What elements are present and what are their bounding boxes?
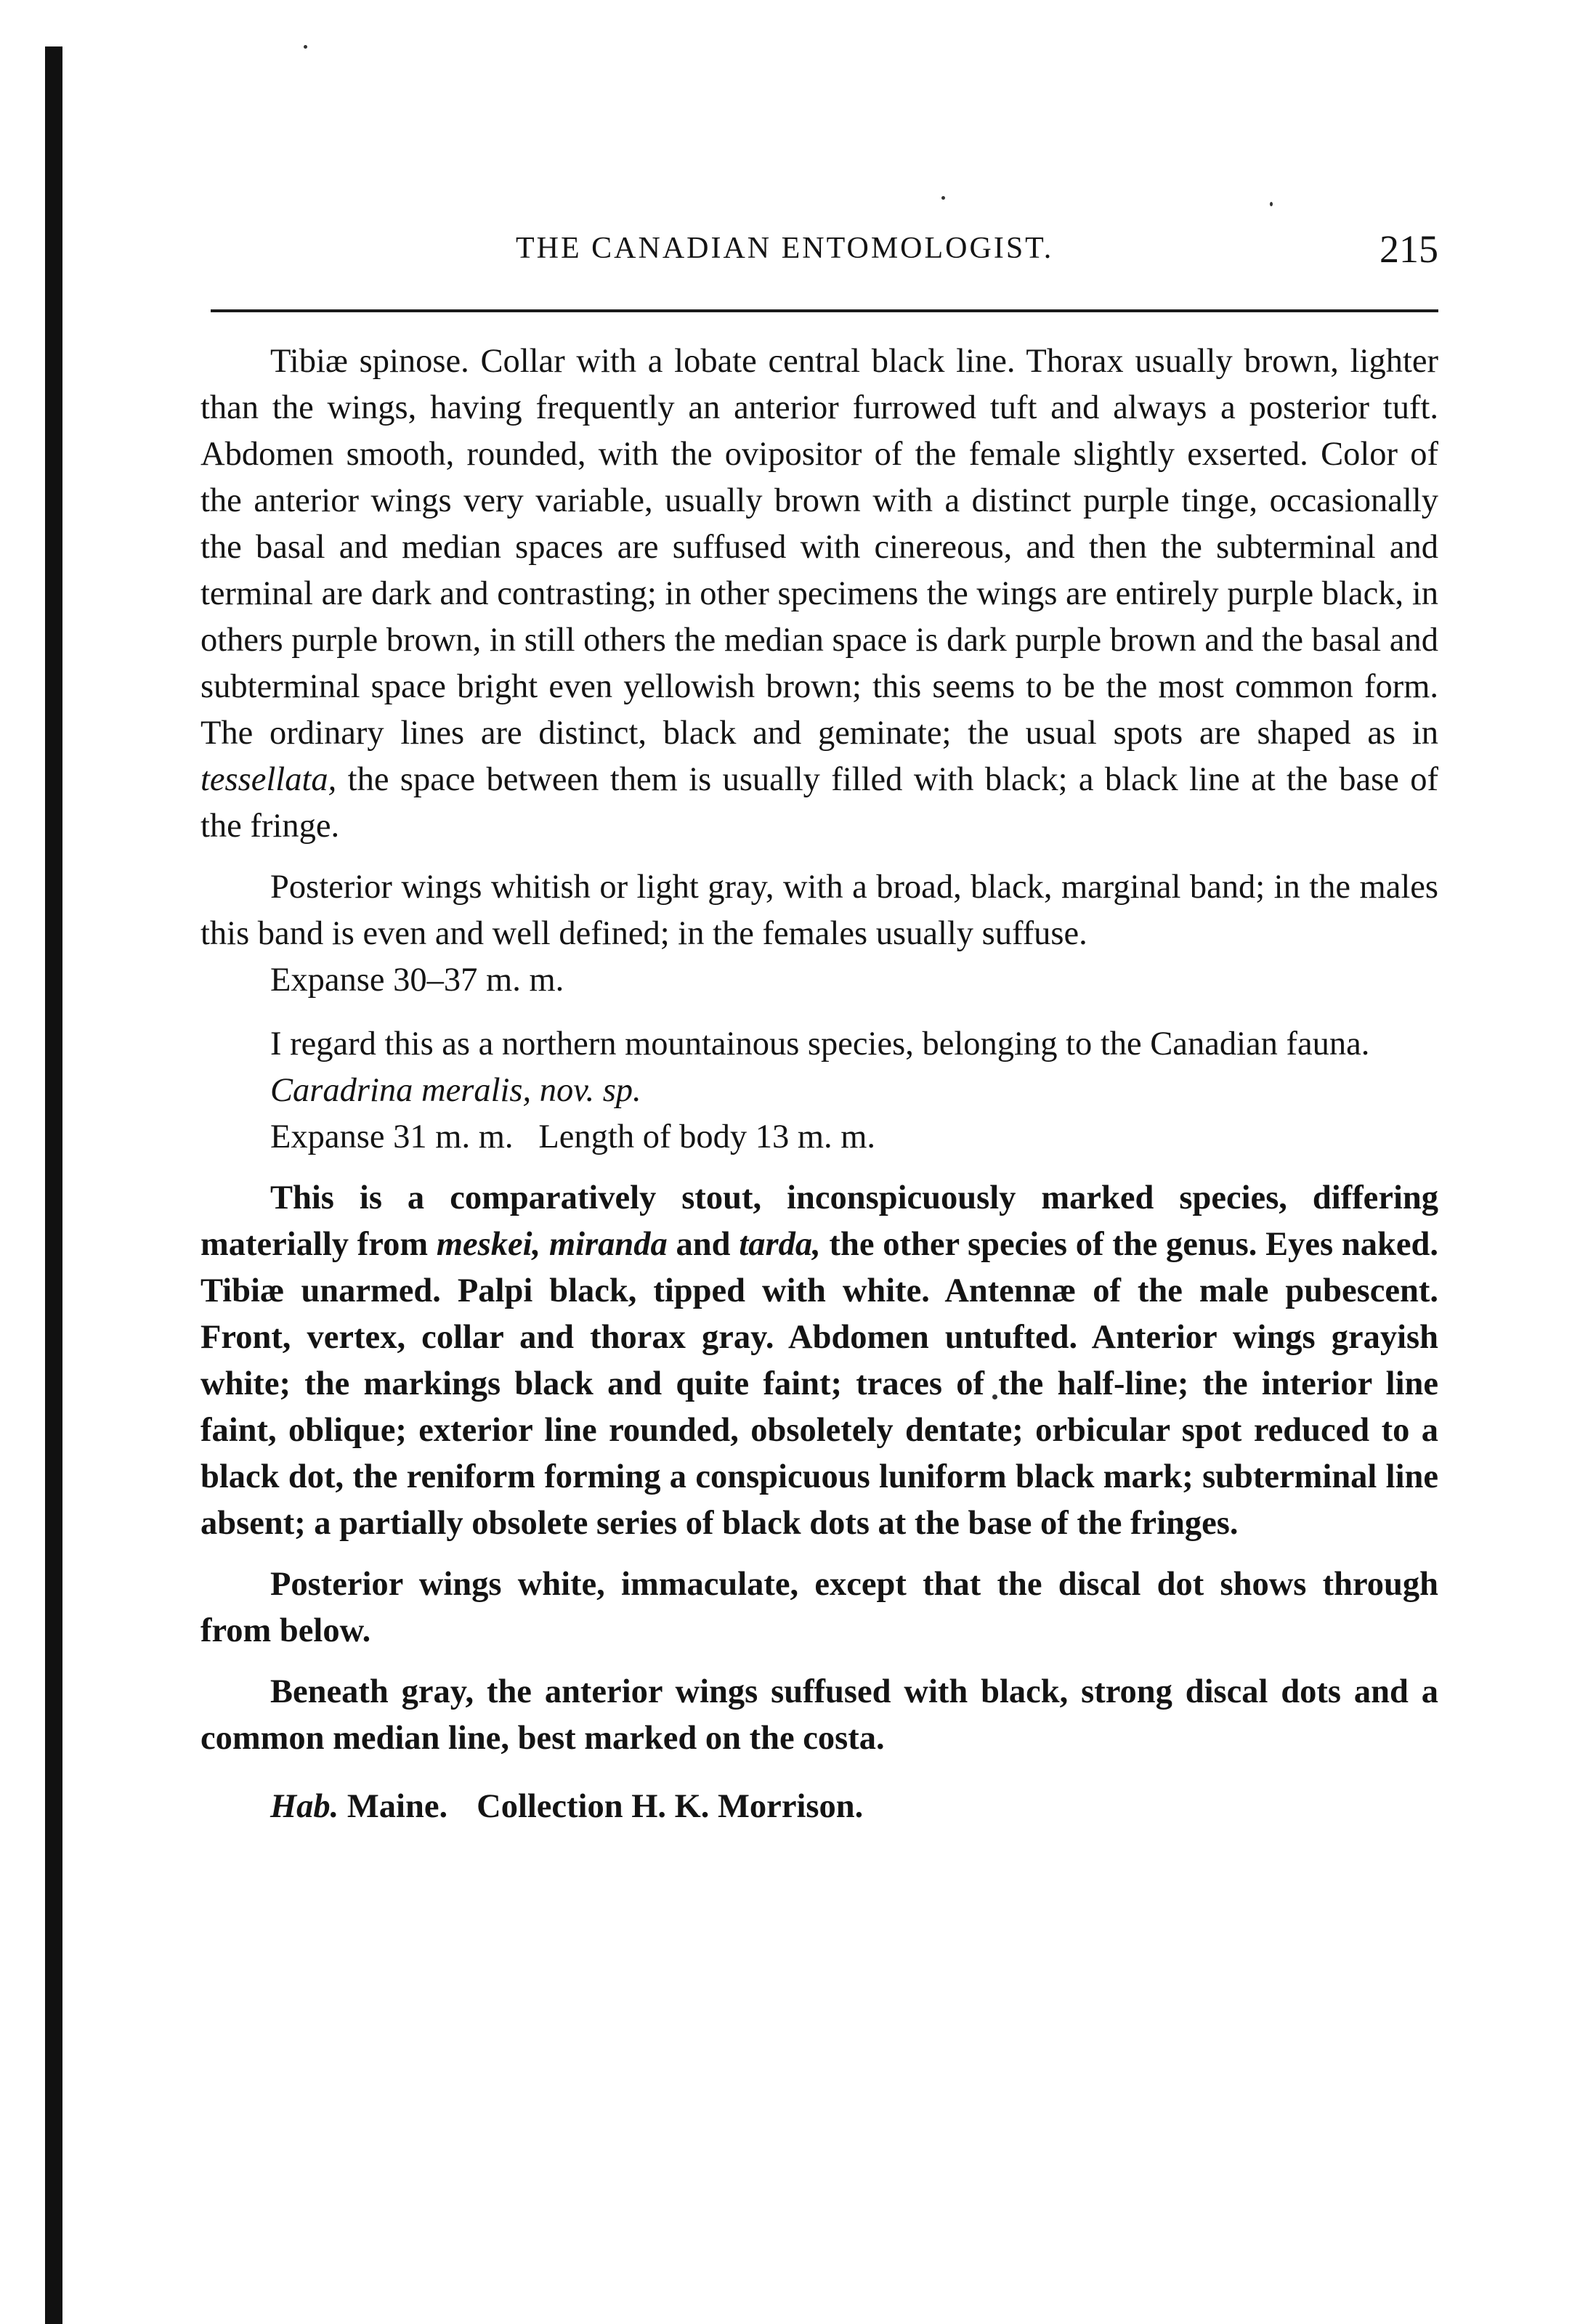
running-head [203, 227, 1438, 282]
species-heading: Caradrina meralis, nov. sp. [270, 1072, 641, 1109]
paragraph-species-beneath: Beneath gray, the anterior wings suffused with black, strong discal dots and a common median line, best marked on the costa. [200, 1673, 1438, 1757]
paragraph-species-description [200, 1175, 1438, 1547]
habitat-line [200, 1784, 1438, 1830]
speck [941, 196, 945, 200]
hab-value: Maine. [347, 1788, 448, 1825]
species-name: tarda, [739, 1226, 821, 1263]
journal-title: THE CANADIAN ENTOMOLOGIST. [516, 232, 1054, 265]
binding-edge [45, 46, 62, 2324]
species-name: meskei, [436, 1226, 541, 1263]
species-measurements: Expanse 31 m. m. Length of body 13 m. m. [270, 1118, 876, 1155]
paragraph-posterior-wings: Posterior wings whitish or light gray, with a broad, black, marginal band; in the males this band is even and well defined; in the females usually suffuse. [200, 869, 1438, 952]
speck [1270, 202, 1273, 206]
paragraph-expanse: Expanse 30–37 m. m. [270, 962, 564, 999]
paragraph-text: and [676, 1226, 731, 1263]
text-column [200, 338, 1438, 1830]
paragraph-description [200, 338, 1438, 850]
speck [304, 45, 307, 49]
paragraph-text: This is a comparatively stout, inconspicuously marked species, differing materially from [200, 1179, 1438, 1263]
paragraph-text: Tibiæ spinose. Collar with a lobate central black line. Thorax usually brown, lighter than the wings, having frequently an anterior furrowed tuft and always a posterior tuft. Abdomen smooth, rounded, with the ovipositor of the female slightly exserted. Color of the anterior wings very variable, usually brown with a distinct purple tinge, occasionally the basal and median spaces are suffused with cinereous, and then the subterminal and terminal are dark and contrasting; in other specimens the wings are entirely purple black, in others purple brown, in still others the median space is dark purple brown and the basal and subterminal space bright even yellowish brown; this seems to be the most common form. The ordinary lines are distinct, black and geminate; the usual spots are shaped as in [200, 343, 1438, 752]
paragraph-text: the space between them is usually filled with black; a black line at the base of the fringe. [200, 761, 1438, 845]
species-name: miranda [548, 1226, 668, 1263]
hab-label: Hab. [270, 1788, 339, 1825]
header-rule [211, 309, 1438, 312]
species-name: tessellata, [200, 761, 337, 798]
page-number: 215 [1379, 227, 1438, 271]
collection-text: Collection H. K. Morrison. [477, 1788, 864, 1825]
paragraph-text: the other species of the genus. Eyes naked. Tibiæ unarmed. Palpi black, tipped with white. Antennæ of the male pubescent. Front, vertex, collar and thorax gray. Abdomen untufted. Anterior wings grayish white; the markings black and quite faint; traces of the half-line; the interior line faint, oblique; exterior line rounded, obsoletely dentate; orbicular spot reduced to a black dot, the reniform forming a conspicuous luniform black mark; subterminal line absent; a partially obsolete series of black dots at the base of the fringes. [200, 1226, 1439, 1542]
paragraph-species-posterior: Posterior wings white, immaculate, except that the discal dot shows through from below. [200, 1566, 1438, 1649]
paragraph-remark: I regard this as a northern mountainous species, belonging to the Canadian fauna. [270, 1025, 1370, 1063]
